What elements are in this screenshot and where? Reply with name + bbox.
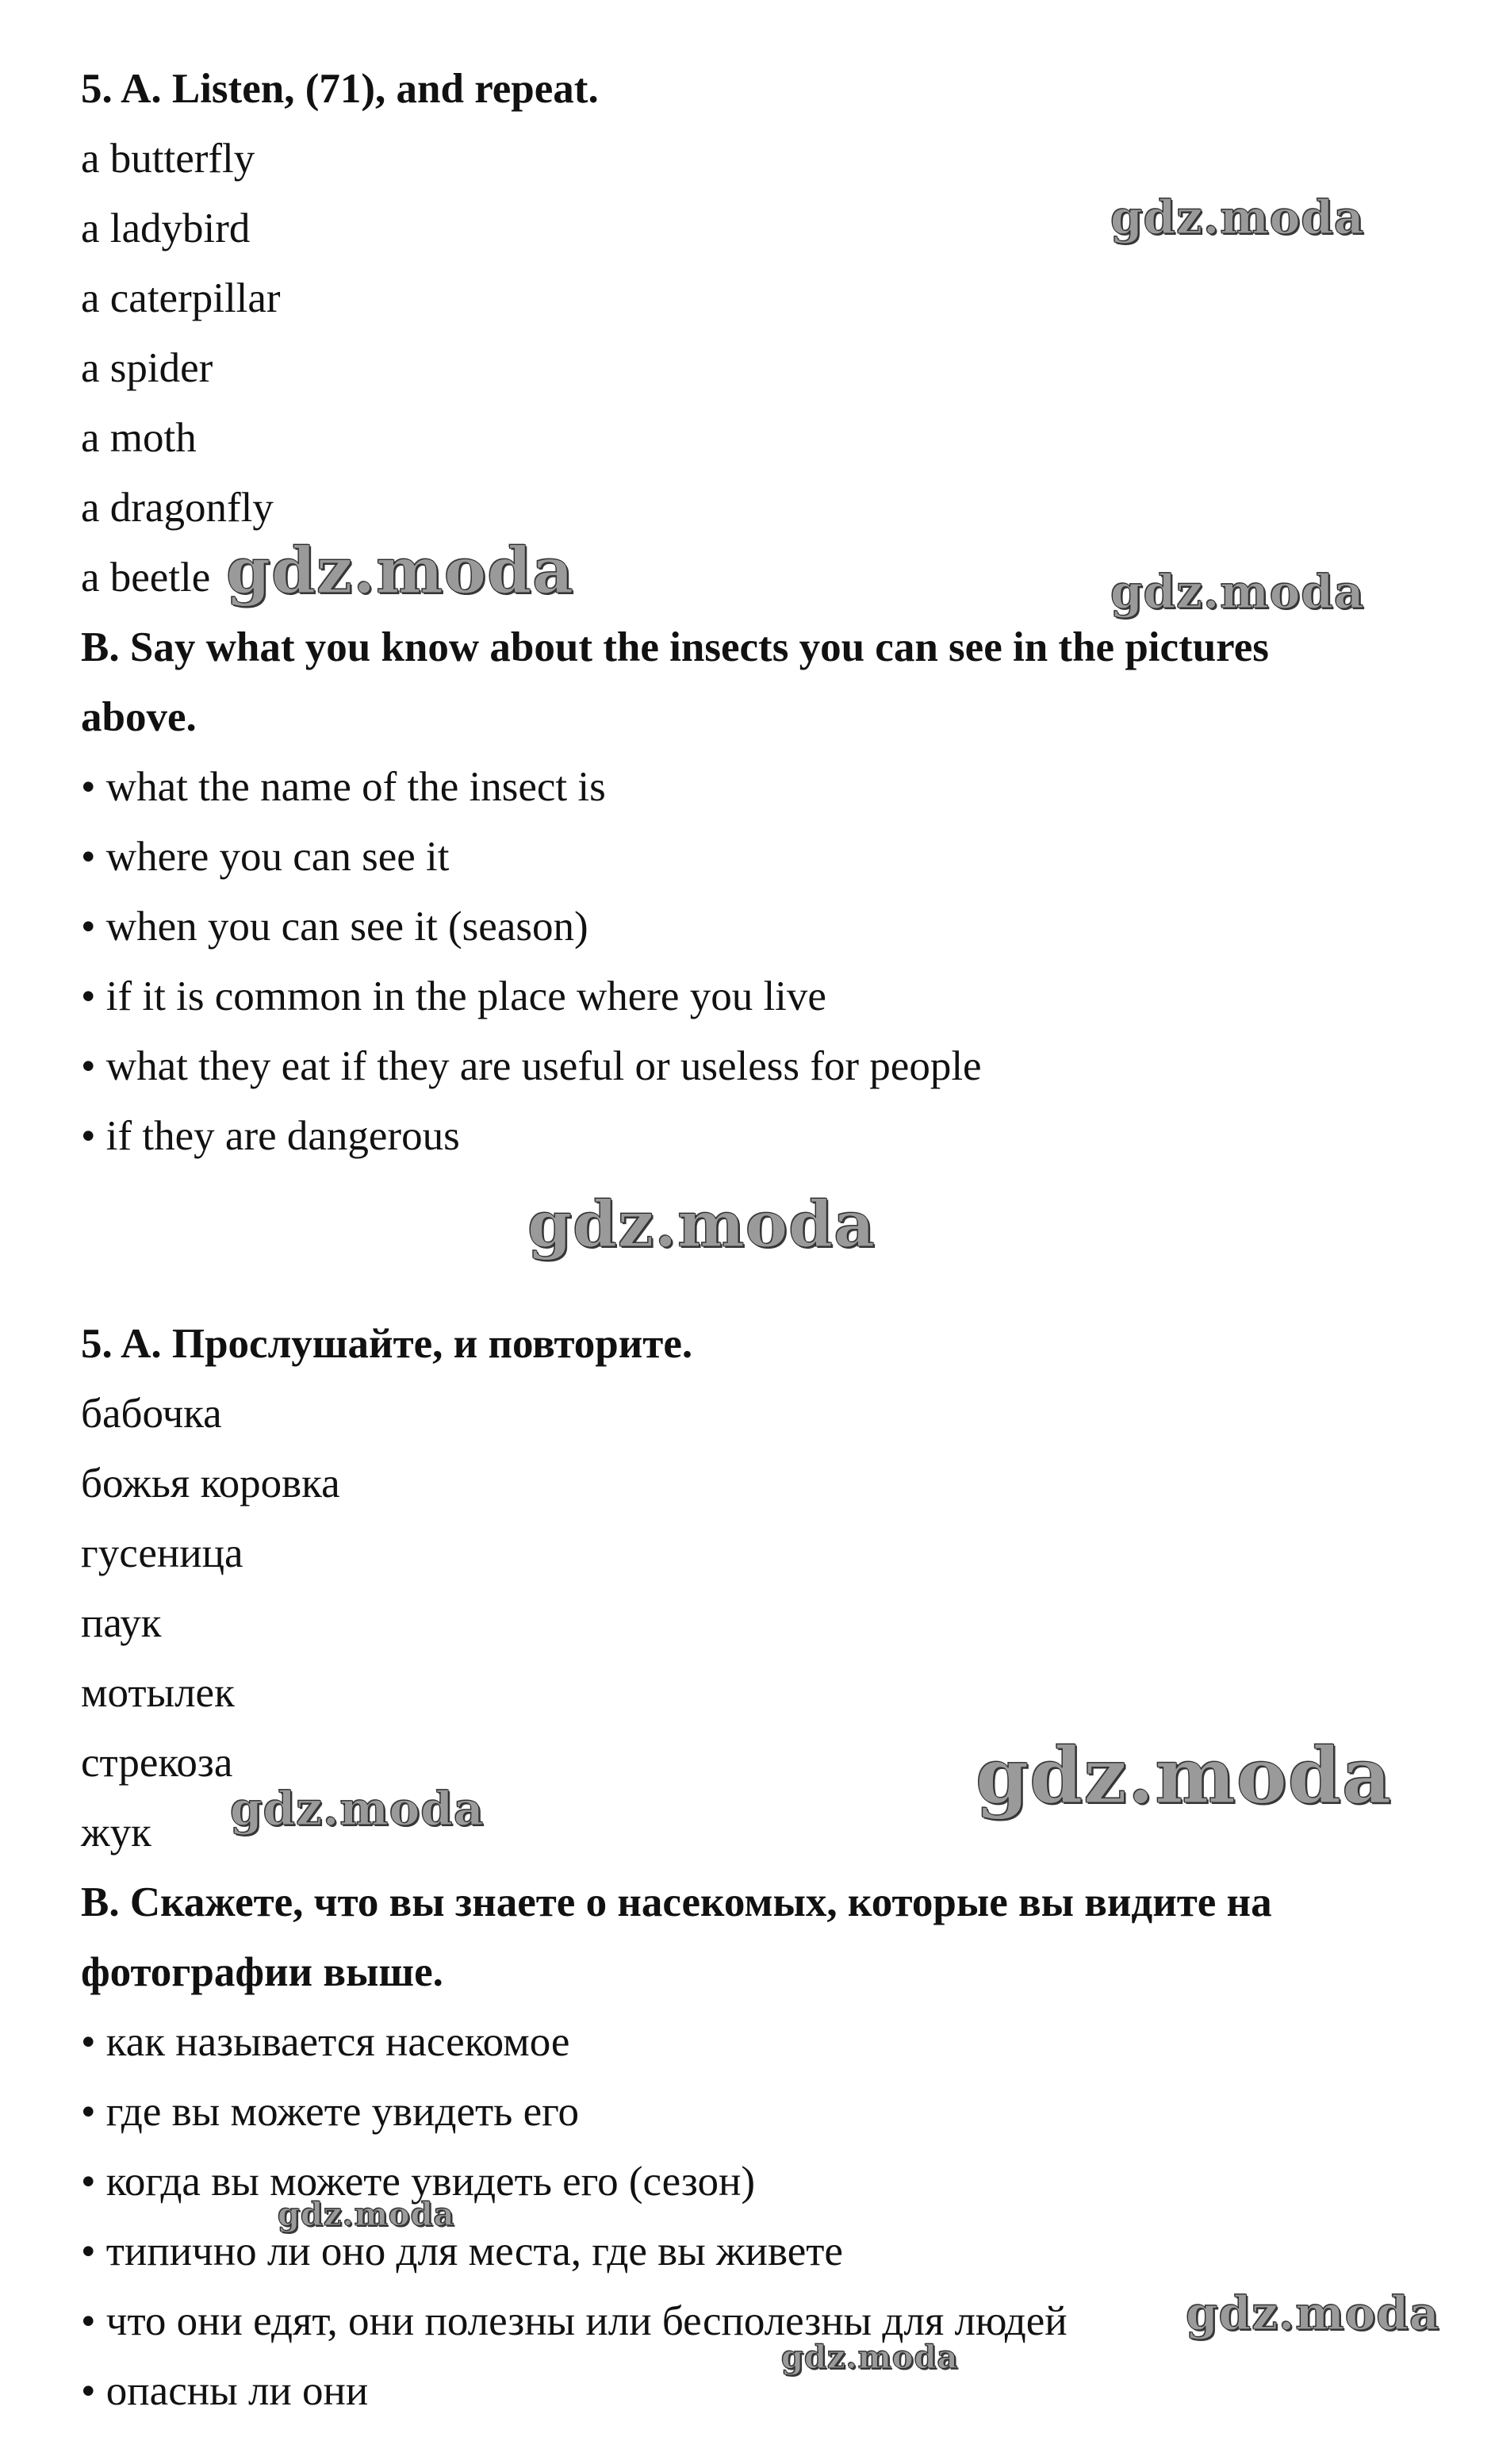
watermark: gdz.moda [278, 2196, 455, 2233]
word-item: a spider [81, 345, 213, 391]
bullet-item: • what the name of the insect is [81, 764, 606, 810]
word-item: a beetle [81, 555, 211, 601]
bullet-item: • when you can see it (season) [81, 904, 588, 950]
bullet-item: • что они едят, они полезны или бесполезны для людей [81, 2298, 1068, 2344]
watermark: gdz.moda [230, 1782, 485, 1836]
bullet-item: • if it is common in the place where you live [81, 973, 826, 1019]
word-item: стрекоза [81, 1740, 233, 1786]
word-item: гусеница [81, 1530, 243, 1576]
bullet-item: • типично ли оно для места, где вы живете [81, 2228, 843, 2274]
word-item: божья коровка [81, 1460, 340, 1506]
bullet-item: • как называется насекомое [81, 2019, 570, 2065]
word-item: паук [81, 1600, 162, 1646]
bullet-item: • когда вы можете увидеть его (сезон) [81, 2159, 755, 2205]
word-item: мотылек [81, 1670, 235, 1716]
word-item: a dragonfly [81, 485, 274, 531]
exercise-title-b-ru-cont: фотографии выше. [81, 1949, 443, 1995]
word-item: a caterpillar [81, 275, 281, 321]
exercise-title-b-en: B. Say what you know about the insects you can see in the pictures [81, 624, 1269, 670]
exercise-title-b-ru: B. Скажете, что вы знаете о насекомых, которые вы видите на [81, 1879, 1272, 1925]
word-item: a butterfly [81, 136, 255, 182]
bullet-item: • what they eat if they are useful or useless for people [81, 1043, 982, 1089]
word-item: бабочка [81, 1391, 222, 1437]
watermark: gdz.moda [781, 2339, 959, 2376]
word-item: жук [81, 1810, 151, 1856]
watermark: gdz.moda [527, 1187, 876, 1261]
bullet-item: • где вы можете увидеть его [81, 2089, 580, 2135]
exercise-title-a-ru: 5. A. Прослушайте, и повторите. [81, 1321, 693, 1367]
word-item: a ladybird [81, 205, 251, 251]
bullet-item: • опасны ли они [81, 2368, 369, 2414]
word-item: a moth [81, 415, 197, 461]
watermark: gdz.moda [1186, 2286, 1440, 2340]
watermark: gdz.moda [1110, 565, 1365, 619]
bullet-item: • where you can see it [81, 834, 450, 880]
watermark: gdz.moda [976, 1731, 1393, 1821]
exercise-title-a-en: 5. A. Listen, (71), and repeat. [81, 66, 599, 112]
exercise-title-b-en-cont: above. [81, 694, 197, 740]
bullet-item: • if they are dangerous [81, 1113, 460, 1159]
watermark: gdz.moda [1110, 190, 1365, 244]
watermark: gdz.moda [226, 533, 574, 608]
